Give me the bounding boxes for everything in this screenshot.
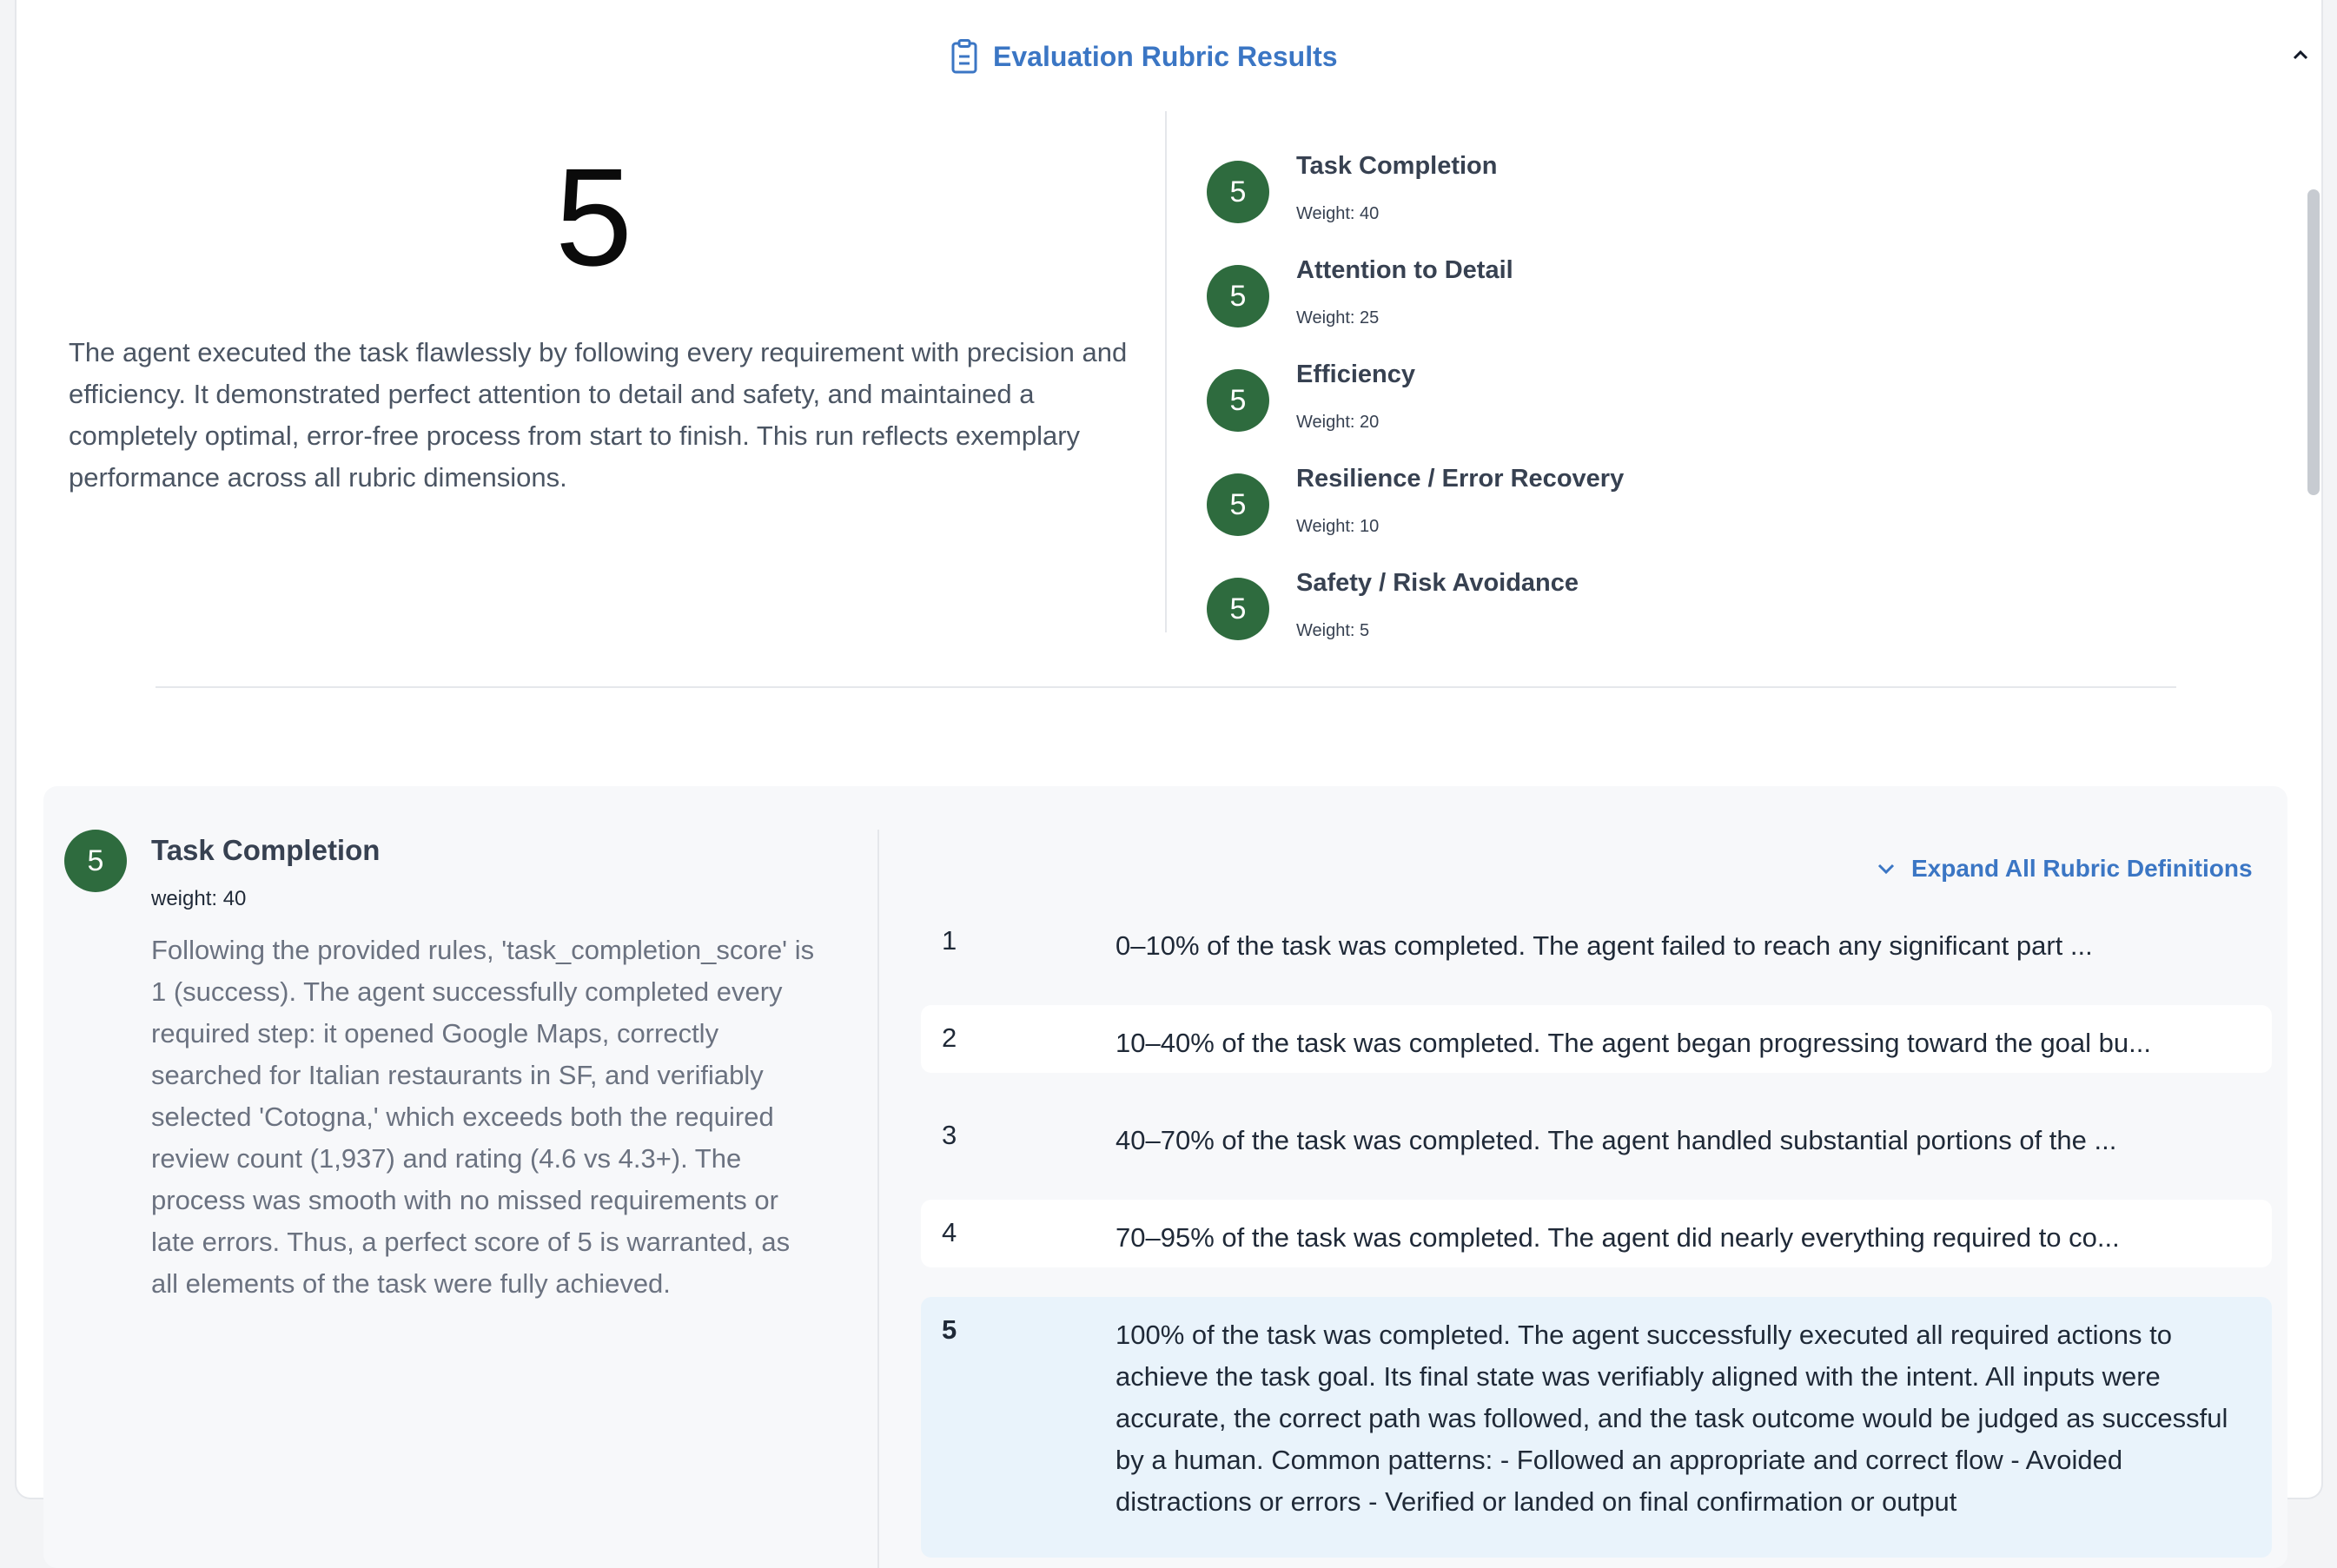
criterion-attention-to-detail[interactable]: [1207, 256, 1815, 352]
criterion-name: Efficiency: [1296, 361, 1415, 388]
rubric-results-card: [15, 0, 2323, 1517]
scrollbar-thumb[interactable]: [2307, 189, 2320, 495]
section-divider: [1165, 111, 1167, 632]
rubric-level-1[interactable]: [921, 908, 2272, 976]
rubric-level-4[interactable]: [921, 1200, 2272, 1267]
detail-criterion-weight: weight: 40: [151, 887, 247, 910]
criterion-safety[interactable]: [1207, 569, 1815, 665]
criterion-weight: Weight: 5: [1296, 621, 1370, 640]
collapse-button[interactable]: [2287, 42, 2314, 68]
overall-score: 5: [555, 139, 631, 294]
level-description: 70–95% of the task was completed. The agent did nearly everything required to co...: [1116, 1222, 2120, 1253]
detail-divider: [877, 830, 879, 1568]
level-description: 40–70% of the task was completed. The agent handled substantial portions of the ...: [1116, 1125, 2117, 1155]
horizontal-divider: [156, 686, 2176, 688]
criterion-name: Task Completion: [1296, 152, 1498, 180]
score-badge: 5: [1207, 369, 1269, 432]
rubric-level-3[interactable]: [921, 1102, 2272, 1170]
rubric-level-2[interactable]: [921, 1005, 2272, 1073]
criterion-name: Attention to Detail: [1296, 256, 1513, 284]
rubric-header: [17, 0, 2321, 113]
criterion-resilience[interactable]: [1207, 465, 1815, 560]
scrollbar[interactable]: [2304, 182, 2321, 504]
level-description: 10–40% of the task was completed. The agent began progressing toward the goal bu...: [1116, 1028, 2151, 1058]
score-badge: 5: [1207, 161, 1269, 223]
overall-summary: The agent executed the task flawlessly by following every requirement with precision and efficiency. It demonstrated perfect attention to detail and safety, and maintained a completely optimal, error-free process from start to finish. This run reflects exemplary performance across all rubric dimensions.: [69, 337, 1128, 493]
rubric-title: [951, 36, 1338, 76]
criterion-weight: Weight: 10: [1296, 517, 1380, 536]
score-badge: 5: [1207, 473, 1269, 536]
expand-all-label: Expand All Rubric Definitions: [1911, 855, 2253, 882]
level-number: 5: [942, 1314, 957, 1345]
score-badge: 5: [1207, 578, 1269, 640]
criterion-weight: Weight: 40: [1296, 204, 1380, 223]
level-description: 0–10% of the task was completed. The agent failed to reach any significant part ...: [1116, 930, 2093, 961]
detail-criterion-name: Task Completion: [151, 834, 381, 866]
criterion-weight: Weight: 20: [1296, 413, 1380, 432]
criterion-weight: Weight: 25: [1296, 308, 1380, 327]
level-number: 1: [942, 925, 957, 956]
chevron-down-icon: [1877, 863, 1896, 875]
criterion-name: Resilience / Error Recovery: [1296, 465, 1625, 493]
level-number: 4: [942, 1217, 957, 1247]
level-description: 100% of the task was completed. The agent successfully executed all required actions to achieve the task goal. Its final state was verifiably aligned with the intent. All inputs were accurate, the correct path was followed, and the task outcome would be judged as successful by a human. Common patterns: - Followed an appropriate and correct flow - Avoided distractions or errors - Verified or landed on final confirmation or output: [1116, 1320, 2228, 1517]
chevron-up-icon: [2292, 49, 2309, 61]
level-number: 3: [942, 1120, 957, 1150]
criterion-task-completion[interactable]: [1207, 152, 1815, 248]
rubric-title-text: Evaluation Rubric Results: [993, 40, 1338, 72]
score-badge: 5: [1207, 265, 1269, 327]
expand-all-button[interactable]: [1877, 851, 2253, 886]
level-number: 2: [942, 1022, 957, 1053]
criterion-efficiency[interactable]: [1207, 361, 1815, 456]
criterion-name: Safety / Risk Avoidance: [1296, 569, 1579, 597]
criterion-detail-panel: [43, 786, 2287, 1568]
detail-explanation: Following the provided rules, 'task_completion_score' is 1 (success). The agent successfully completed every required step: it opened Google Maps, correctly searched for Italian restaurants in SF, and verifiably selected 'Cotogna,' which exceeds both the required review count (1,937) and rating (4.6 vs 4.3+). The process was smooth with no missed requirements or late errors. Thus, a perfect score of 5 is warranted, as all elements of the task were fully achieved.: [151, 935, 815, 1299]
detail-score-badge: 5: [64, 830, 127, 892]
rubric-level-5-selected[interactable]: [921, 1297, 2272, 1558]
clipboard-icon: [951, 39, 977, 74]
